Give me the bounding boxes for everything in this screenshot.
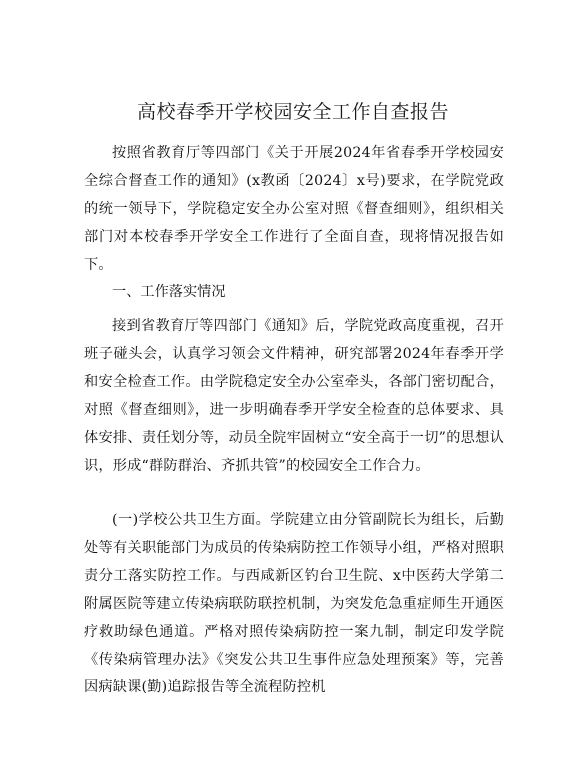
document-title: 高校春季开学校园安全工作自查报告 [136,101,449,123]
section-paragraph: 接到省教育厅等四部门《通知》后，学院党政高度重视，召开班子碰头会，认真学习领会文件精神，研究部署2024年春季开学和安全检查工作。由学院稳定安全办公室牵头，各部门密切配合，对照《督查细则》，进一步明确春季开学安全检查的总体要求、具体安排、责任划分等，动员全院牢固树立“安全高于一切”的思想认识，形成“群防群治、齐抓共管”的校园安全工作合力。 [84,318,504,474]
subsection-paragraph: (一)学校公共卫生方面。学院建立由分管副院长为组长，后勤处等有关职能部门为成员的传染病防控工作领导小组，严格对照职责分工落实防控工作。与西咸新区钓台卫生院、x中医药大学第二附属医院等建立传染病联防联控机制，为突发危急重症师生开通医疗救助绿色通道。严格对照传染病防控一案九制，制定印发学院《传染病管理办法》《突发公共卫生事件应急处理预案》等，完善因病缺课(勤)追踪报告等全流程防控机 [84,512,504,696]
section-heading: 一、工作落实情况 [112,284,226,300]
intro-paragraph: 按照省教育厅等四部门《关于开展2024年省春季开学校园安全综合督查工作的通知》(x教函〔2024〕x号)要求，在学院党政的统一领导下，学院稳定安全办公室对照《督查细则》，组织相关部门对本校春季开学安全工作进行了全面自查，现将情况报告如下。 [84,145,504,273]
